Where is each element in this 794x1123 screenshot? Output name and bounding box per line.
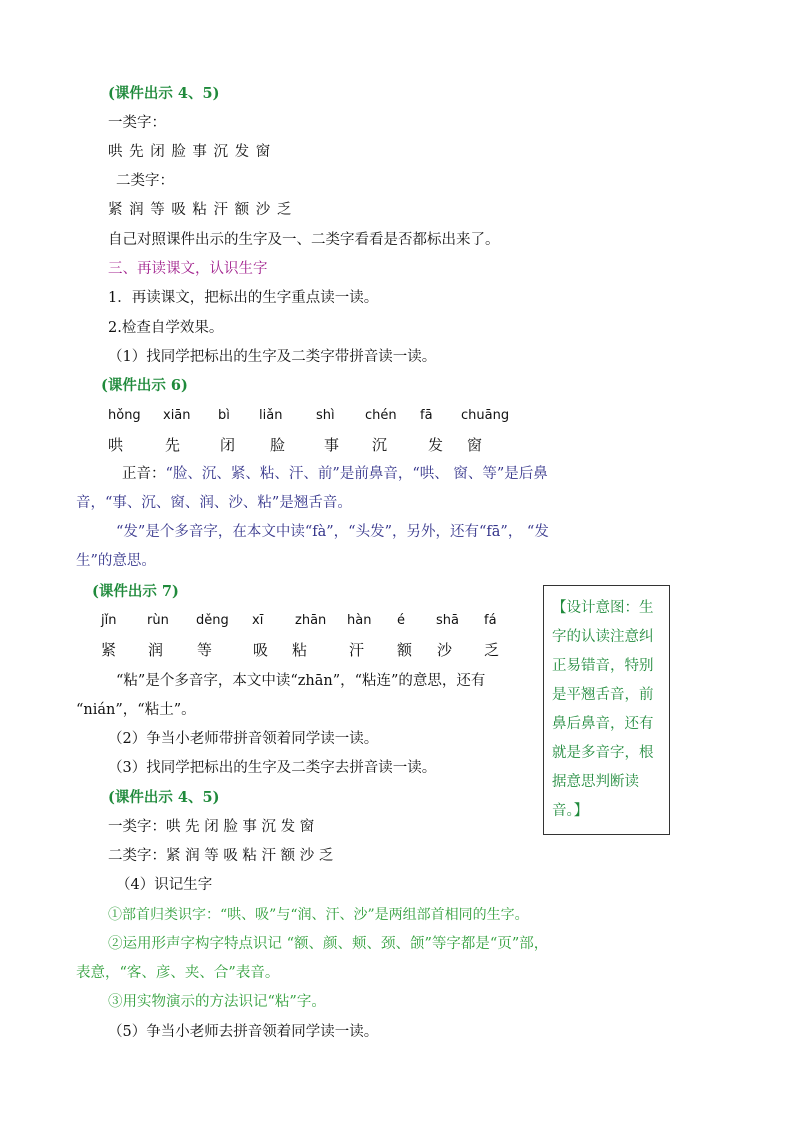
- pronunciation-note-line-1: [122, 462, 548, 486]
- method-2-line-2: 表意，“客、彦、夹、合”表音。: [76, 965, 280, 981]
- char-cell: 窗: [467, 436, 483, 454]
- char-cell: 闭: [220, 436, 236, 454]
- method-3: ③用实物演示的方法识记“粘”字。: [108, 994, 326, 1010]
- self-check-text: 自己对照课件出示的生字及一、二类字看看是否都标出来了。: [108, 232, 500, 248]
- substep-5: （5）争当小老师去拼音领着同学读一读。: [108, 1024, 379, 1040]
- pinyin-cell: rùn: [147, 613, 169, 628]
- pinyin-cell: chén: [365, 408, 397, 423]
- section-heading: 三、再读课文，认识生字: [108, 261, 268, 277]
- pinyin-cell: fā: [420, 408, 433, 423]
- courseware-label-4-5: (课件出示 4、5): [108, 789, 220, 806]
- pinyin-cell: hǒng: [108, 408, 141, 423]
- pinyin-cell: zhān: [295, 613, 327, 628]
- class-two-recap: 二类字：紧 润 等 吸 粘 汗 额 沙 乏: [108, 848, 334, 864]
- char-cell: 沙: [437, 641, 453, 659]
- substep-4: （4）识记生字: [116, 877, 213, 893]
- pinyin-cell: é: [397, 613, 405, 628]
- char-cell: 乏: [484, 641, 500, 659]
- pinyin-cell: shì: [316, 408, 335, 423]
- pinyin-cell: hàn: [347, 613, 372, 628]
- substep-2: （2）争当小老师带拼音领着同学读一读。: [108, 731, 379, 747]
- courseware-label-1: (课件出示 4、5): [108, 85, 220, 102]
- pinyin-cell: bì: [218, 408, 230, 423]
- pronunciation-text: “脸、沉、紧、粘、汗、前”是前鼻音，“哄、 窗、等”是后鼻: [165, 466, 548, 482]
- class-one-chars: 哄 先 闭 脸 事 沉 发 窗: [108, 144, 272, 160]
- class-one-heading: 一类字：: [108, 115, 166, 131]
- char-cell: 粘: [292, 641, 308, 659]
- pinyin-cell: chuāng: [461, 408, 510, 423]
- class-two-chars: 紧 润 等 吸 粘 汗 额 沙 乏: [108, 202, 293, 218]
- char-cell: 发: [428, 436, 444, 454]
- pinyin-cell: xiān: [163, 408, 191, 423]
- pinyin-cell: děng: [196, 613, 229, 628]
- method-1: ①部首归类识字：“哄、吸”与“润、汗、沙”是两组部首相同的生字。: [108, 907, 529, 923]
- class-two-heading: 二类字：: [116, 173, 174, 189]
- char-cell: 额: [397, 641, 413, 659]
- method-2-line-1: ②运用形声字构字特点识记 “额、颜、颊、颈、颌”等字都是“页”部，: [108, 936, 549, 952]
- courseware-label-6: (课件出示 6): [101, 377, 188, 394]
- char-cell: 汗: [349, 641, 365, 659]
- step-2: 2.检查自学效果。: [108, 320, 224, 336]
- design-intent-box: 【设计意图：生字的认读注意纠正易错音，特别是平翘舌音，前鼻后鼻音，还有就是多音字，根据意思判断读音。】: [543, 585, 670, 835]
- char-cell: 事: [324, 436, 340, 454]
- polyphone-note-line-2: 生”的意思。: [76, 553, 156, 569]
- pinyin-cell: fá: [484, 613, 497, 628]
- pinyin-cell: jǐn: [101, 613, 117, 628]
- courseware-label-7: (课件出示 7): [92, 583, 179, 600]
- polyphone-zhan-line-1: “粘”是个多音字，本文中读“zhān”，“粘连”的意思，还有: [116, 673, 486, 689]
- polyphone-note-line-1: “发”是个多音字，在本文中读“fà”，“头发”，另外，还有“fā”， “发: [116, 524, 549, 540]
- pinyin-cell: shā: [436, 613, 459, 628]
- substep-3: （3）找同学把标出的生字及二类字去拼音读一读。: [108, 760, 437, 776]
- char-cell: 润: [148, 641, 164, 659]
- pinyin-cell: liǎn: [259, 408, 283, 423]
- char-cell: 吸: [253, 641, 269, 659]
- pronunciation-label: 正音：: [122, 466, 166, 482]
- char-cell: 沉: [372, 436, 388, 454]
- pronunciation-note-line-2: 音，“事、沉、窗、润、沙、粘”是翘舌音。: [76, 495, 352, 511]
- char-cell: 等: [197, 641, 213, 659]
- char-cell: 紧: [101, 641, 117, 659]
- substep-1: （1）找同学把标出的生字及二类字带拼音读一读。: [108, 349, 437, 365]
- step-1: 1．再读课文，把标出的生字重点读一读。: [108, 290, 379, 306]
- char-cell: 脸: [270, 436, 286, 454]
- class-one-recap: 一类字：哄 先 闭 脸 事 沉 发 窗: [108, 819, 315, 835]
- char-cell: 先: [165, 436, 181, 454]
- polyphone-zhan-line-2: “nián”，“粘土”。: [76, 702, 196, 718]
- pinyin-cell: xī: [252, 613, 264, 628]
- char-cell: 哄: [108, 436, 124, 454]
